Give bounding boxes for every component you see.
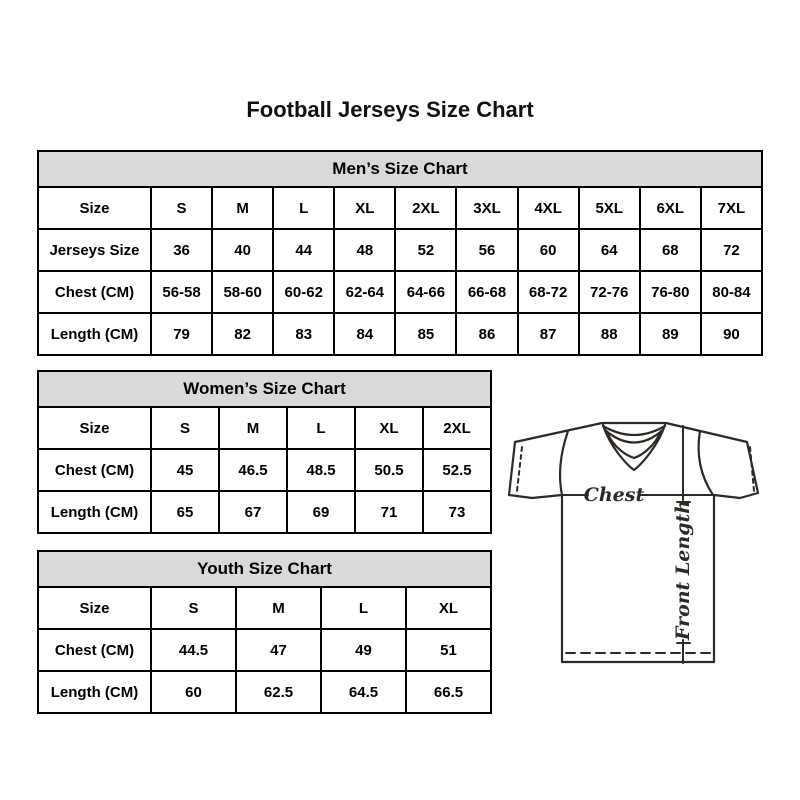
value-cell: 64 <box>579 229 640 271</box>
row-label-cell: Size <box>38 407 151 449</box>
row-label-cell: Jerseys Size <box>38 229 151 271</box>
value-cell: M <box>236 587 321 629</box>
value-cell: 84 <box>334 313 395 355</box>
row-label-cell: Length (CM) <box>38 313 151 355</box>
value-cell: 50.5 <box>355 449 423 491</box>
value-cell: 49 <box>321 629 406 671</box>
value-cell: 76-80 <box>640 271 701 313</box>
size-table <box>37 550 492 714</box>
value-cell: M <box>219 407 287 449</box>
value-cell: 62-64 <box>334 271 395 313</box>
table-row <box>38 271 762 313</box>
value-cell: 40 <box>212 229 273 271</box>
value-cell: 72 <box>701 229 762 271</box>
value-cell: 72-76 <box>579 271 640 313</box>
value-cell: 52.5 <box>423 449 491 491</box>
table-title: Men’s Size Chart <box>38 151 762 187</box>
value-cell: L <box>273 187 334 229</box>
value-cell: 68-72 <box>518 271 579 313</box>
value-cell: 6XL <box>640 187 701 229</box>
value-cell: 73 <box>423 491 491 533</box>
value-cell: 4XL <box>518 187 579 229</box>
table-title-row <box>38 371 491 407</box>
value-cell: 7XL <box>701 187 762 229</box>
value-cell: M <box>212 187 273 229</box>
value-cell: S <box>151 407 219 449</box>
value-cell: 71 <box>355 491 423 533</box>
row-label-cell: Length (CM) <box>38 491 151 533</box>
value-cell: 60 <box>151 671 236 713</box>
value-cell: 58-60 <box>212 271 273 313</box>
page-title: Football Jerseys Size Chart <box>246 97 534 122</box>
value-cell: 87 <box>518 313 579 355</box>
value-cell: 44 <box>273 229 334 271</box>
value-cell: 52 <box>395 229 456 271</box>
value-cell: 5XL <box>579 187 640 229</box>
table-row <box>38 671 491 713</box>
value-cell: 48 <box>334 229 395 271</box>
value-cell: 45 <box>151 449 219 491</box>
value-cell: 65 <box>151 491 219 533</box>
value-cell: 64-66 <box>395 271 456 313</box>
value-cell: 36 <box>151 229 212 271</box>
chest-measure-label: Chest <box>583 484 645 506</box>
row-label-cell: Chest (CM) <box>38 449 151 491</box>
value-cell: 62.5 <box>236 671 321 713</box>
table-row <box>38 407 491 449</box>
table-title: Youth Size Chart <box>38 551 491 587</box>
value-cell: 79 <box>151 313 212 355</box>
value-cell: 85 <box>395 313 456 355</box>
jersey-measurement-diagram <box>500 400 766 675</box>
table-row <box>38 449 491 491</box>
row-label-cell: Size <box>38 187 151 229</box>
youth-size-table <box>37 550 492 714</box>
value-cell: 69 <box>287 491 355 533</box>
mens-size-table <box>37 150 763 356</box>
row-label-cell: Length (CM) <box>38 671 151 713</box>
row-label-cell: Chest (CM) <box>38 629 151 671</box>
table-row <box>38 229 762 271</box>
value-cell: 80-84 <box>701 271 762 313</box>
value-cell: L <box>321 587 406 629</box>
table-row <box>38 629 491 671</box>
value-cell: 56 <box>456 229 517 271</box>
value-cell: 83 <box>273 313 334 355</box>
value-cell: 67 <box>219 491 287 533</box>
front-length-measure-label: Front Length <box>672 499 694 641</box>
value-cell: 3XL <box>456 187 517 229</box>
row-label-cell: Size <box>38 587 151 629</box>
table-row <box>38 587 491 629</box>
value-cell: 68 <box>640 229 701 271</box>
table-row <box>38 491 491 533</box>
value-cell: 47 <box>236 629 321 671</box>
value-cell: 2XL <box>395 187 456 229</box>
size-table <box>37 370 492 534</box>
table-row <box>38 313 762 355</box>
value-cell: XL <box>406 587 491 629</box>
value-cell: 60-62 <box>273 271 334 313</box>
value-cell: 86 <box>456 313 517 355</box>
value-cell: 88 <box>579 313 640 355</box>
value-cell: S <box>151 587 236 629</box>
table-title-row <box>38 151 762 187</box>
value-cell: 66.5 <box>406 671 491 713</box>
value-cell: 64.5 <box>321 671 406 713</box>
value-cell: 90 <box>701 313 762 355</box>
table-row <box>38 187 762 229</box>
womens-size-table <box>37 370 492 534</box>
value-cell: S <box>151 187 212 229</box>
table-title: Women’s Size Chart <box>38 371 491 407</box>
value-cell: 51 <box>406 629 491 671</box>
value-cell: 46.5 <box>219 449 287 491</box>
value-cell: 44.5 <box>151 629 236 671</box>
size-table <box>37 150 763 356</box>
value-cell: XL <box>334 187 395 229</box>
value-cell: 60 <box>518 229 579 271</box>
value-cell: XL <box>355 407 423 449</box>
value-cell: 2XL <box>423 407 491 449</box>
value-cell: L <box>287 407 355 449</box>
row-label-cell: Chest (CM) <box>38 271 151 313</box>
value-cell: 48.5 <box>287 449 355 491</box>
value-cell: 89 <box>640 313 701 355</box>
value-cell: 56-58 <box>151 271 212 313</box>
value-cell: 82 <box>212 313 273 355</box>
value-cell: 66-68 <box>456 271 517 313</box>
table-title-row <box>38 551 491 587</box>
